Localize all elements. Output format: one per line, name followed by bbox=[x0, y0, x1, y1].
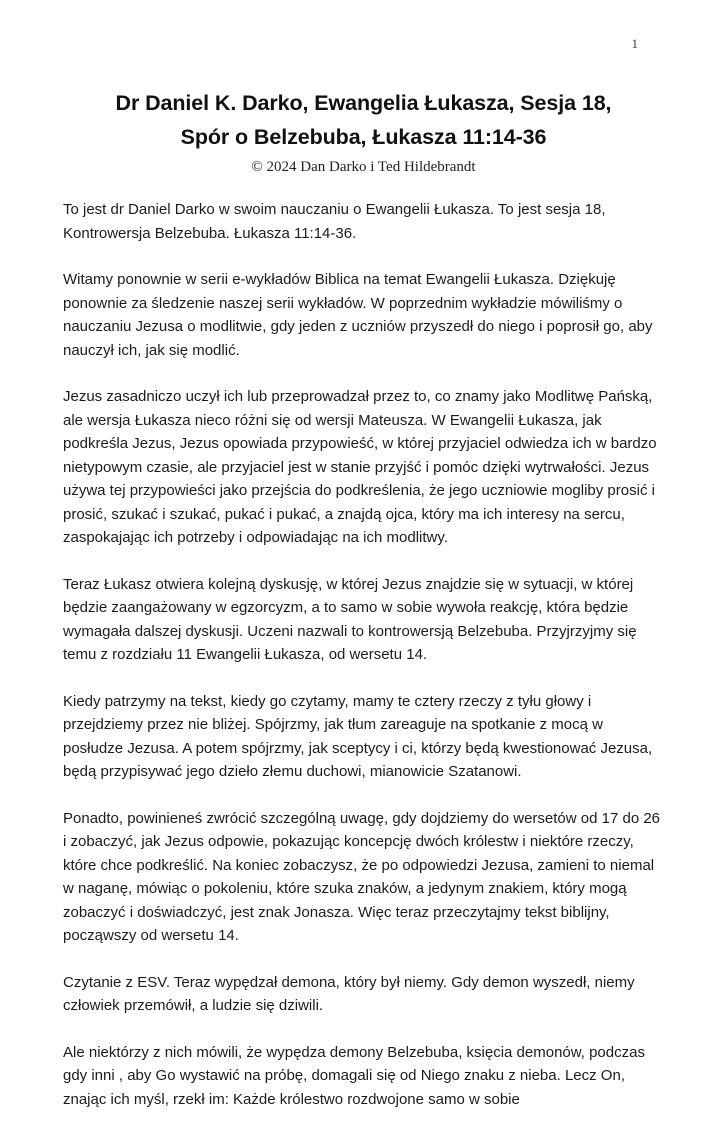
paragraph: Kiedy patrzymy na tekst, kiedy go czytamy, mamy te cztery rzeczy z tyłu głowy i przejdziemy przez nie bliżej. Spójrzmy, jak tłum zareaguje na spotkanie z mocą w posłudze Jezusa. A potem spójrzmy, jak sceptycy i ci, którzy będą kwestionować Jezusa, będą przypisywać jego dzieło złemu duchowi, mianowicie Szatanowi. bbox=[63, 692, 653, 780]
page-number: 1 bbox=[631, 36, 638, 51]
document-title bbox=[63, 86, 664, 154]
paragraph: Witamy ponownie w serii e-wykładów Biblica na temat Ewangelii Łukasza. Dziękuję ponownie za śledzenie naszej serii wykładów. W poprzednim wykładzie mówiliśmy o nauczaniu Jezusa o modlitwie, gdy jeden z uczniów przyszedł do niego i poprosił go, aby nauczył ich, jak się modlić. bbox=[63, 271, 653, 359]
paragraph: Czytanie z ESV. Teraz wypędzał demona, który był niemy. Gdy demon wyszedł, niemy człowiek przemówił, a ludzie się dziwili. bbox=[63, 973, 635, 1014]
paragraph: Ponadto, powinieneś zwrócić szczególną uwagę, gdy dojdziemy do wersetów od 17 do 26 i zobaczyć, jak Jezus odpowie, pokazując koncepcję dwóch królestw i niektóre rzeczy, które chce podkreślić. Na koniec zobaczysz, że po odpowiedzi Jezusa, zamieni to niemal w naganę, mówiąc o pokoleniu, które szuka znaków, a jedynym znakiem, który mogą zobaczyć i doświadczyć, jest znak Jonasza. Więc teraz przeczytajmy tekst biblijny, począwszy od wersetu 14. bbox=[63, 809, 661, 944]
paragraph: Jezus zasadniczo uczył ich lub przeprowadzał przez to, co znamy jako Modlitwę Pańską, ale wersja Łukasza nieco różni się od wersji Mateusza. W Ewangelii Łukasza, jak podkreśla Jezus, Jezus opowiada przypowieść, w której przyjaciel odwiedza ich w bardzo nietypowym czasie, ale przyjaciel jest w stanie przyjść i pomóc dzięki wytrwałości. Jezus używa tej przypowieści jako przejścia do podkreślenia, że jego uczniowie mogliby prosić i prosić, szukać i szukać, pukać i pukać, a znajdą ojca, który ma ich interesy na sercu, zaspokajając ich potrzeby i odpowiadając na ich modlitwy. bbox=[63, 388, 657, 546]
paragraph: Teraz Łukasz otwiera kolejną dyskusję, w której Jezus znajdzie się w sytuacji, w której będzie zaangażowany w egzorcyzm, a to samo w sobie wywoła reakcję, która będzie wymagała dalszej dyskusji. Uczeni nazwali to kontrowersją Belzebuba. Przyjrzyjmy się temu z rozdziału 11 Ewangelii Łukasza, od wersetu 14. bbox=[63, 575, 637, 663]
paragraph: Ale niektórzy z nich mówili, że wypędza demony Belzebuba, księcia demonów, podczas gdy inni , aby Go wystawić na próbę, domagali się od Niego znaku z nieba. Lecz On, znając ich myśl, rzekł im: Każde królestwo rozdwojone samo w sobie bbox=[63, 1043, 645, 1108]
document-content bbox=[63, 0, 664, 1134]
document-body bbox=[63, 198, 664, 1111]
paragraph: To jest dr Daniel Darko w swoim nauczaniu o Ewangelii Łukasza. To jest sesja 18, Kontrowersja Belzebuba. Łukasza 11:14-36. bbox=[63, 201, 606, 242]
copyright-line: © 2024 Dan Darko i Ted Hildebrandt bbox=[251, 159, 476, 175]
document-title-line2: Spór o Belzebuba, Łukasza 11:14-36 bbox=[180, 125, 547, 149]
document-title-line1: Dr Daniel K. Darko, Ewangelia Łukasza, Sesja 18, bbox=[115, 91, 612, 115]
